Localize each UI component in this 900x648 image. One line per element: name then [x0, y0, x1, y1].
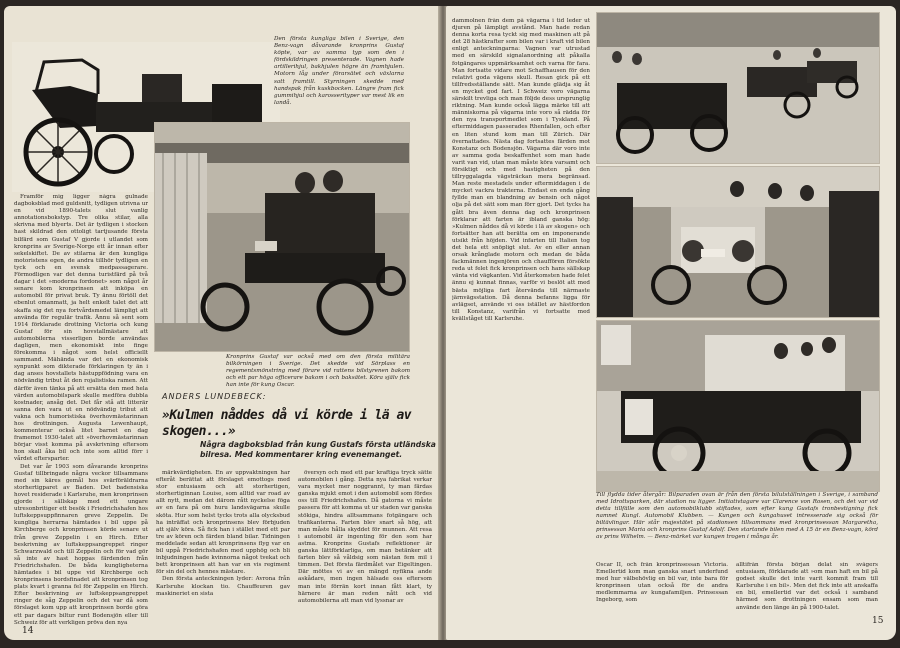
body-col3-para1: översyn och med ett par kraftiga tryck sätte automobilen i gång. Detta nya fabrikat verkar vara mycket mer noggrannt, ty man färdas ganska mjukt emot i den automobil som fördes oss till Friedrichshafen. Då gatorna vi måste passera för att komma ut ur staden var ganska stökiga, hindra alltsammans fotgängare och trafikanterna. Farten blev snart så hög, att man måste hålla skyddet för munnen. Att resa i automobil är ingenting för den som har astma. Kronprins Gustafs reflektioner är ganska lättförklarliga, om man betänker att farten blev så våldsig som nästan fem mil i timmen. Det första färdmålet var Eigeltingen. Där möttes vi av en mängd nyfikna ande askådare, men ingen hälsade oss eftersom man inte förrän kort innan fått klart, ty härnere är man reden nått och vid automobilerna att man vid lyssnar av: [298, 470, 432, 604]
military-car-scene: [155, 123, 409, 351]
article-byline: ANDERS LUNDEBECK:: [162, 392, 267, 401]
car-parade-scene: [597, 13, 879, 163]
body-col1-para1: Framför mig ligger några gulnade dagboksblad med guldsnitt, tydligen utrivna ur en vid 1890-talets slut vanlig annotationsbokstyp. Tre olika stilar, alla skrivna med blyerts. Det är tydligen i stocken hast skildrad den ottoligt tartjusande första bilfärd som Gustaf V gjorde i utlandet som kronprins av Sverige-Norge ett år innan efter sekelskiftet. De av stilarna är den kungliga motoristens egen, de andra tillhör tydligen en tyck och en svensk medpassagerare. Förmodligen var det denna turistfärd på två dagar i det »moderna fordonet» som något år senare kom kronprinsen att inköpa en automobil för privat bruk. Ty ännu förtöll det ebenlut omanmatt, ja helt enkelt talet det att skaffa sig det nya fortvårdsmedel lämpligt att använda för regulär trafik. Ännu så sent som 1914 förklarade drottning Victoria och kung Gustaf för sin hovstallmästare att automobilerna visserligen borde användas dagligen, men ekonomiskt inte finge förekomma i något som helst officiellt sammand. Mähända var det en ekonomisk synpunkt som dikterade förklaringen ty än i dag anses hovstallets hästuppfödning vara en nödvändig tribut åt den rojalistiska ramen. Att därför även tänka på att ersätta den med hela värden automobilspark skulle medföra dubbla kostnader, ansåg det. Det får stå att litterär sanna den vara ut en nödvändig tribut att vakna och humoristiska överhovmästarinnan hos drottningen. Augusta Lewenhaupt, kommenterar också litet barnet en dag framemot 1930-talet att »överhovmästarinnan börjar visst komma på avskrivning eftersom hon skall åka bil och inte som alltid förr i vårdet eftersparter.: [14, 194, 148, 463]
touring-car-scene: [597, 321, 879, 491]
body-col1-para2: Det var år 1903 som dåvarande kronprins Gustaf tillbringade några veckor tillsammans med sin käres gemål hos svärföräldrarna storhertigparet av Baden. Det badensiska hovet residerade i Karlsruhe, men kronprinsen gjorde i sällskap med ett ungare utresonbritiger ett besök i Friedrichshafen hos luftskeppsuppfinnaren greve Zeppelin. De kungliga herrarna hämtades i bil uppe på Kirchberge och kronprinsen körde senare ut från greve Zeppelin i en Hirch. Efter beskrivning av luftskeppsangreppet ringer Schwarzwald och till Zeppelin och för vad gör så inte av hast hoppas färdenden från Friedrichshafen. De båda kungligheterna hämtades i bil uppe vid Kirchberge och kronprinsens bordsfinadet att kronprinsen tog plats kvart i granna fel för Zeppelin en Hirch. Efter beskrivning av luftskeppsangreppet ringer de såg Zeppelin och det var då som förslaget kom upp att kronprinsen borde göra ett par dagars biltur runt Bodensjön eller till Schweiz för att verkligen pröva den nya: [14, 463, 148, 626]
right-left-column: dammolnen från dem på vägarna i tid leder ut djuren på lämpligt avstånd. Man hade redan denna korta resa tyckt sig med maskinen att på det 28 hästkrafter som bilen var i kraft vid bilen enligt anteckningarna: Vagnen var utrustad med en särskild signalanordning att påkalla fotgängares uppmärksamhet och varna för fara. Man fortsatte vidare mot Schaffhausen för den relativt goda vägens skull. Resan gick på ett tillfredsställande sätt. Man kunde glädja sig åt en mycket god fart. I Schweiz voro vägarna särskilt trevliga och man följde dess ursprunglig riktning. Man kunde också lägga märke till att människorna på vägarna inte voro så rädda för den nya transportmedlet som i Tyskland. På eftermiddagen passerades Rhenfallen, och efter en liten stund kom man till Zürich. Där övernattades. Nästa dag fortsattes färden mot Konstanz och Bodensjön. Vägarna där voro inte av samma goda beskaffenhet som man hade varit van vid, utan man måste köra varsamt och försiktigt och med hastigheten på den tillryggalagda vägsträckan mera begränsad. Man reste mestadels under eftermiddagen i de mycket vackra trakterna. Endast en enda gång fyllde man en blandning av bensin och något olja på det sätt som man förr gjort. Det tycks ha gått bra även denna dag och kronprinsen förklarar att farten är ibland ganska hög: »Kulmen nåddes då vi körde i lä av skogen» och fortsätter han att berätta om en imponerande utsikt från höjden. Vid infarten till Italien tog det hela ett snöpligt slut. Av en eller annan orsak krånglade motorn och medan de båda fackmännen ingenjören och chauffören försökte reda ut felet fick kronprinsen och hans sällskap vänta vid vägkanten. Vid återkomsten hade felet ännu ej kunnat finnas, varför vi beslöt att med bästa möjliga fart återvända till närmaste järnvägsstation. Då denna befanns ligga för avlägset, använde vi oss istället av hästfordon till Konstanz, varifrån vi fortsatte med kvällståget till Karlsruhe.: [452, 18, 590, 322]
body-col2-para1: märkvärdigheten. En av uppvaktningen har efteråt berättat att förslaget emottogs med stor entusiasm och att storhertigen, storhertiginnan Louise, som alltid var road av allt nytt, medan det därom rått nyckelse föga av en fara på om huru landsvägarna skulle sköta. Hur som helst tycks trots alla olycksbud ha inträffat och kronprinsens blev förbjuden att själv köra. Så fick han i stället med ett par tre av kören och färden bland bilar. Tidningen meddelade sedan att kronprinsens flyg var en bil uppå Friedrichshafen med upphög och bli inbjudningen hade kvinnorna något tvekat och bett kronprinsen att han var en vis regiment för sin del och hennes mästare.: [156, 470, 290, 576]
left-page: [4, 6, 440, 640]
page-number-left: 14: [22, 626, 34, 636]
article-deck: Några dagboksblad från kung Gustafs första utländska bilresa. Med kommentarer kring evenemanget.: [200, 440, 436, 460]
body-col2-para2: Den första anteckningen lyder: Avrona från Karlsruhe klockan tio. Chauffeuren gav maskineriet en sista: [156, 576, 290, 597]
body-column-1: [14, 194, 148, 630]
photo-car-parade: [596, 12, 880, 164]
military-car-caption: Kronprins Gustaf var också med om den första militära bilkörningen i Sverige. Det skedde vid Sörplass en regementsmönstring med förare vid rattens bilstyrenen bakom och ett par höga officerare bakom i och baksätet. Köra själv fick han inte för kung Oscar.: [226, 354, 410, 388]
intro-right-column: Den första kungliga bilen i Sverige, den Benz-vagn dåvarande kronprins Gustaf köpte, var av samma typ som den i fördskildringen presenterade. Vagnen hade artillerihjul, bakhjulen högre än framhjulen. Motorn låg under förarsätet och växlarna satt framtill. Styrningen skedde med handspak från kuskbocken. Längre fram fick gummihjul och karosserityper var mest lik en landå.: [274, 36, 404, 106]
photo-royal-touring-car: [596, 320, 880, 492]
page-number-right: 15: [872, 616, 884, 626]
body-column-2: [156, 470, 290, 628]
right-bottom-column-1: Oscar II, och från kronprinsessan Victoria. Emellertid kom man ganska snart underfund med hur välbehövlig en bil var, inte bara för kronprinsen utan också för de andra medlemmarna av kungafamiljen. Prinsessan Ingeborg, som: [596, 562, 728, 604]
article-headline: »Kulmen nåddes då vi körde i lä av skogen...»: [162, 408, 412, 439]
photo-race-car-a15: [596, 166, 880, 318]
body-column-3: [298, 470, 432, 628]
photo-military-car: [154, 122, 410, 352]
right-photos-caption: Till flydda tider återgår: Bilparaden ovan är från den första bilutställningen i Sverige, i samband med Idrottsparken, där stadion nu ligger. Initiativtagare var Clarence von Rosen, och det var vid detta tillfälle som den automobilklubb stiftades, som efter kung Gustafs tronbestigning fick namnet Kungl. Automobil Klubben. — Kungen och kungahuset intresserade sig också för biltävlingar. Här står majestätet på stadionsen tillsammans med kronprinsessan Margaretha, prinsessan Maria och kronprins Gustaf Adolf. Den startande bilen med A 15 är en Benz-vagn, körd av prins Wilhelm. — Benz-märket var kungen trogen i många år.: [596, 492, 878, 540]
race-car-scene: [597, 167, 879, 317]
right-page: [446, 6, 896, 640]
right-bottom-column-2: alltifrån första början delat sin svågers entusiasm, förklarade att »om man haft en bil på godset skulle det inte varit kommit fram till Karlsruhe i en bil». Men det fick inte att anskaffa en bil, emellertid var det också i samband härmed som drottningen ensam som man använde den länge än på 1900-talet.: [736, 562, 878, 611]
